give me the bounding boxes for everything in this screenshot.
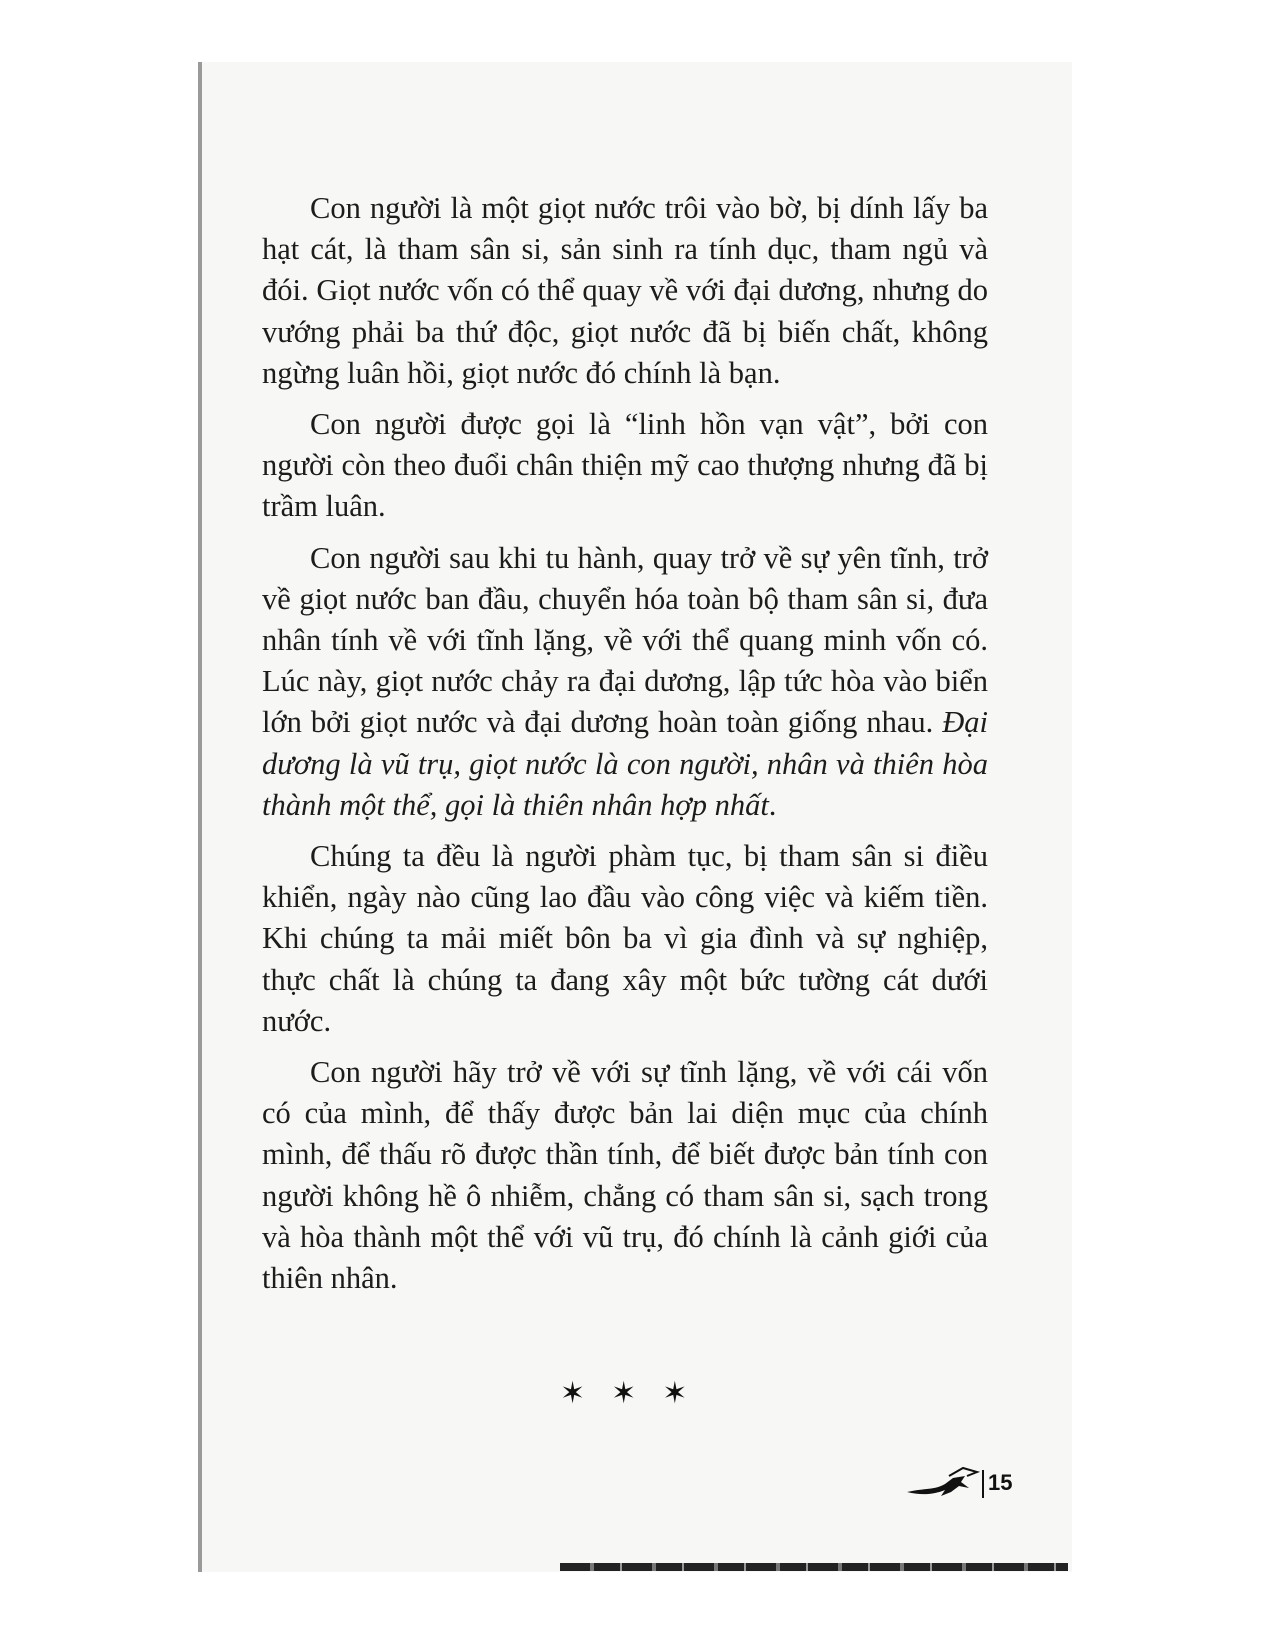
paragraph-1: Con người là một giọt nước trôi vào bờ, bị dính lấy ba hạt cát, là tham sân si, sản sinh ra tính dục, tham ngủ và đói. Giọt nước vốn có thể quay về với đại dương, nhưng do vướng phải ba thứ độc, giọt nước đã bị biến chất, không ngừng luân hồi, giọt nước đó chính là bạn.: [262, 191, 988, 390]
italic-sentence-end: .: [768, 787, 777, 822]
paragraph-2: Con người được gọi là “linh hồn vạn vật”, bởi con người còn theo đuổi chân thiện mỹ cao thượng nhưng đã bị trầm luân.: [262, 407, 988, 524]
paragraph-3: [262, 538, 988, 826]
paragraph-3-text: Con người sau khi tu hành, quay trở về sự yên tĩnh, trở về giọt nước ban đầu, chuyển hóa toàn bộ tham sân si, đưa nhân tính về với tĩnh lặng, về với thể quang minh vốn có. Lúc này, giọt nước chảy ra đại dương, lập tức hòa vào biển lớn bởi giọt nước và đại dương hoàn toàn giống nhau.: [262, 540, 988, 740]
section-ornament: ✶✶✶: [560, 1377, 714, 1410]
paragraph-5: Con người hãy trở về với sự tĩnh lặng, về với cái vốn có của mình, để thấy được bản lai diện mục của chính mình, để thấu rõ được thần tính, để biết được bản tính con người không hề ô nhiễm, chẳng có tham sân si, sạch trong và hòa thành một thể với vũ trụ, đó chính là cảnh giới của thiên nhân.: [262, 1055, 988, 1296]
body-text: [262, 188, 988, 1309]
italic-sentence: Đại dương là vũ trụ, giọt nước là con người, nhân và thiên hòa thành một thể, gọi là thiên nhân hợp nhất: [262, 705, 988, 822]
runner-icon: [905, 1462, 985, 1502]
page-number: 15: [988, 1470, 1013, 1495]
page-number-divider: [982, 1470, 984, 1498]
page-edge-decoration: [560, 1563, 1068, 1571]
paragraph-4: Chúng ta đều là người phàm tục, bị tham sân si điều khiển, ngày nào cũng lao đầu vào công việc và kiếm tiền. Khi chúng ta mải miết bôn ba vì gia đình và sự nghiệp, thực chất là chúng ta đang xây một bức tường cát dưới nước.: [262, 839, 988, 1038]
